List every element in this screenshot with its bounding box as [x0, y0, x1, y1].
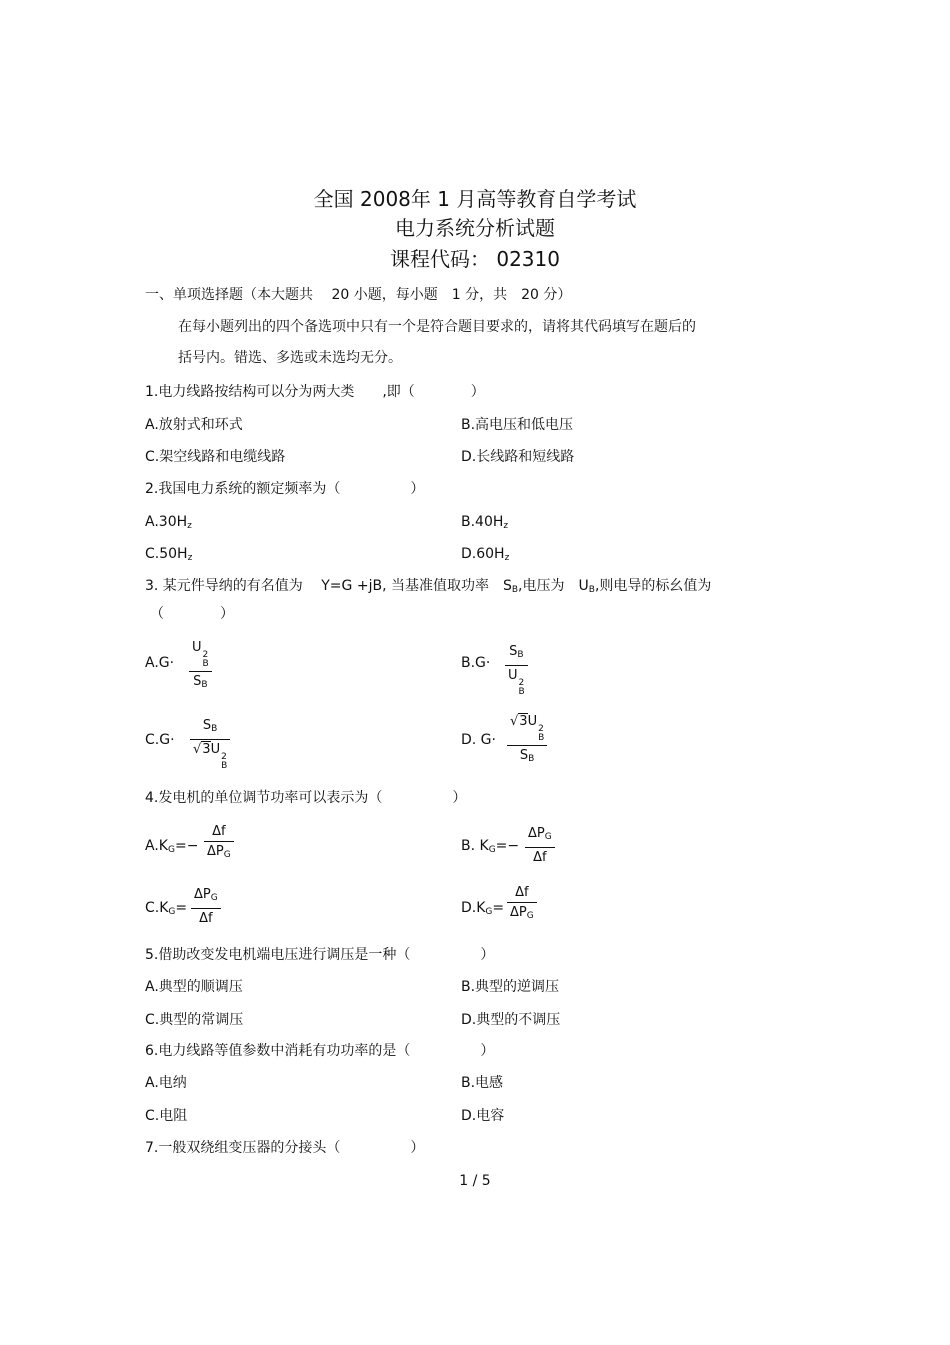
fraction-bar — [191, 908, 221, 909]
q5-option-c: C.典型的常调压 — [145, 1012, 244, 1028]
q3-option-c-fraction — [190, 718, 230, 771]
q3-option-b-label: B.G· — [461, 655, 491, 671]
q3-option-d-fraction — [507, 714, 547, 767]
k-symbol: B. K — [461, 838, 489, 854]
fraction-bar — [525, 847, 555, 848]
q3-option-a-label: A.G· — [145, 655, 175, 671]
q3-stem-end: ,则电导的标幺值为 — [594, 578, 712, 594]
q3-ub-sub: B — [588, 585, 595, 595]
q3-stem-start: 3. 某元件导纳的有名值为 Y=G +jB, 当基准值取功率 S — [145, 578, 512, 594]
fraction-bar — [204, 841, 234, 842]
q4-option-c-fraction — [191, 887, 221, 926]
delta-p: ΔP — [528, 826, 545, 841]
sub-b: B — [538, 733, 545, 743]
q7-stem: 7.一般双绕组变压器的分接头（ ） — [145, 1140, 425, 1156]
q1-option-a: A.放射式和环式 — [145, 417, 243, 433]
sup-two: 2 — [538, 724, 544, 734]
q2-a-sub: z — [187, 521, 192, 531]
q2-a-text: A.30H — [145, 514, 188, 530]
q4-option-a-fraction — [204, 824, 234, 863]
fraction-bar — [505, 665, 528, 666]
sub-b: B — [517, 650, 524, 660]
delta-p: ΔP — [510, 905, 527, 920]
q1-option-d: D.长线路和短线路 — [461, 449, 575, 465]
q6-option-b: B.电感 — [461, 1075, 504, 1091]
sqrt-icon: √ — [193, 742, 202, 757]
q6-option-a: A.电纳 — [145, 1075, 187, 1091]
sub-b: B — [518, 687, 525, 697]
sub-b: B — [221, 761, 228, 771]
q3-stem-mid: ,电压为 U — [518, 578, 589, 594]
equals-sign: = — [495, 838, 508, 854]
q3-option-c-label: C.G· — [145, 732, 175, 748]
q5-option-a: A.典型的顺调压 — [145, 979, 243, 995]
page-number: 1 / 5 — [459, 1173, 491, 1189]
sqrt-icon: √ — [510, 714, 519, 729]
s-symbol: S — [509, 644, 518, 659]
delta-f: Δf — [212, 824, 226, 839]
q3-option-b-fraction — [505, 644, 528, 697]
q4-option-b-fraction — [525, 826, 555, 865]
q1-option-b: B.高电压和低电压 — [461, 417, 574, 433]
equals-sign: = — [175, 900, 188, 916]
s-symbol: S — [193, 674, 202, 689]
fraction-bar — [189, 671, 212, 672]
q2-option-c — [145, 545, 192, 567]
q4-option-b-label — [461, 837, 519, 859]
course-code: 课程代码： 02310 — [390, 247, 560, 271]
s-symbol: S — [202, 718, 212, 733]
q5-option-b: B.典型的逆调压 — [461, 979, 560, 995]
sqrt-radicand: 3 — [202, 742, 211, 757]
exam-title-line1: 全国 2008年 1 月高等教育自学考试 — [313, 187, 637, 211]
q2-option-b — [461, 513, 508, 535]
sqrt-radicand: 3 — [519, 714, 528, 729]
sub-b: B — [202, 659, 209, 669]
sub-b: B — [201, 680, 208, 690]
sup-two: 2 — [221, 752, 227, 762]
k-symbol: C.K — [145, 900, 169, 916]
section-instruction-2: 括号内。错选、多选或未选均无分。 — [178, 350, 402, 366]
exam-title-line2: 电力系统分析试题 — [395, 216, 555, 240]
u-symbol: U — [210, 742, 221, 757]
minus-sign: − — [186, 838, 199, 854]
sub-g: G — [167, 845, 175, 855]
q3-option-d-label: D. G· — [461, 732, 496, 748]
sub-g: G — [526, 911, 534, 921]
delta-f: Δf — [533, 850, 547, 865]
sub-g: G — [488, 845, 496, 855]
minus-sign: − — [507, 838, 520, 854]
section-heading: 一、单项选择题（本大题共 20 小题，每小题 1 分，共 20 分） — [145, 287, 572, 303]
delta-f: Δf — [199, 911, 213, 926]
q2-option-d — [461, 545, 509, 567]
q4-stem: 4.发电机的单位调节功率可以表示为（ ） — [145, 790, 467, 806]
sub-b: B — [211, 724, 218, 734]
u-symbol: U — [508, 668, 518, 683]
sub-g: G — [168, 907, 176, 917]
q2-c-sub: z — [187, 553, 193, 563]
delta-p: ΔP — [207, 844, 224, 859]
fraction-bar — [507, 902, 537, 903]
q4-option-d-label — [461, 899, 504, 921]
q5-option-d: D.典型的不调压 — [461, 1012, 561, 1028]
q1-stem: 1.电力线路按结构可以分为两大类 ,即（ ） — [145, 384, 485, 400]
q2-c-text: C.50H — [145, 546, 188, 562]
equals-sign: = — [174, 838, 187, 854]
q3-sb-sub: B — [511, 585, 519, 595]
q2-option-a — [145, 513, 192, 535]
fraction-bar — [507, 745, 547, 746]
sup-two: 2 — [202, 650, 209, 660]
q3-stem-line2: （ ） — [150, 606, 234, 622]
delta-f: Δf — [515, 885, 529, 900]
sub-g: G — [210, 893, 218, 903]
q3-stem — [145, 577, 711, 599]
q6-option-d: D.电容 — [461, 1108, 505, 1124]
q6-stem: 6.电力线路等值参数中消耗有功功率的是（ ） — [145, 1043, 495, 1059]
sub-g: G — [544, 832, 552, 842]
q2-d-sub: z — [504, 553, 510, 563]
sub-g: G — [485, 907, 493, 917]
q2-b-sub: z — [503, 521, 509, 531]
fraction-bar — [190, 739, 230, 740]
q3-option-a-fraction — [189, 640, 212, 693]
q1-option-c: C.架空线路和电缆线路 — [145, 449, 286, 465]
q4-option-a-label — [145, 837, 198, 859]
q6-option-c: C.电阻 — [145, 1108, 188, 1124]
section-instruction-1: 在每小题列出的四个备选项中只有一个是符合题目要求的，请将其代码填写在题后的 — [178, 319, 696, 335]
q2-stem: 2.我国电力系统的额定频率为（ ） — [145, 481, 425, 497]
q4-option-c-label — [145, 899, 187, 921]
q2-b-text: B.40H — [461, 514, 504, 530]
sub-b: B — [528, 754, 535, 764]
sub-g: G — [223, 850, 231, 860]
k-symbol: D.K — [461, 900, 486, 916]
q2-d-text: D.60H — [461, 546, 505, 562]
u-symbol: U — [192, 640, 202, 655]
q5-stem: 5.借助改变发电机端电压进行调压是一种（ ） — [145, 947, 495, 963]
equals-sign: = — [492, 900, 505, 916]
sup-two: 2 — [518, 678, 525, 688]
s-symbol: S — [519, 748, 529, 763]
q4-option-d-fraction — [507, 885, 537, 924]
k-symbol: A.K — [145, 838, 168, 854]
u-symbol: U — [527, 714, 538, 729]
delta-p: ΔP — [194, 887, 211, 902]
